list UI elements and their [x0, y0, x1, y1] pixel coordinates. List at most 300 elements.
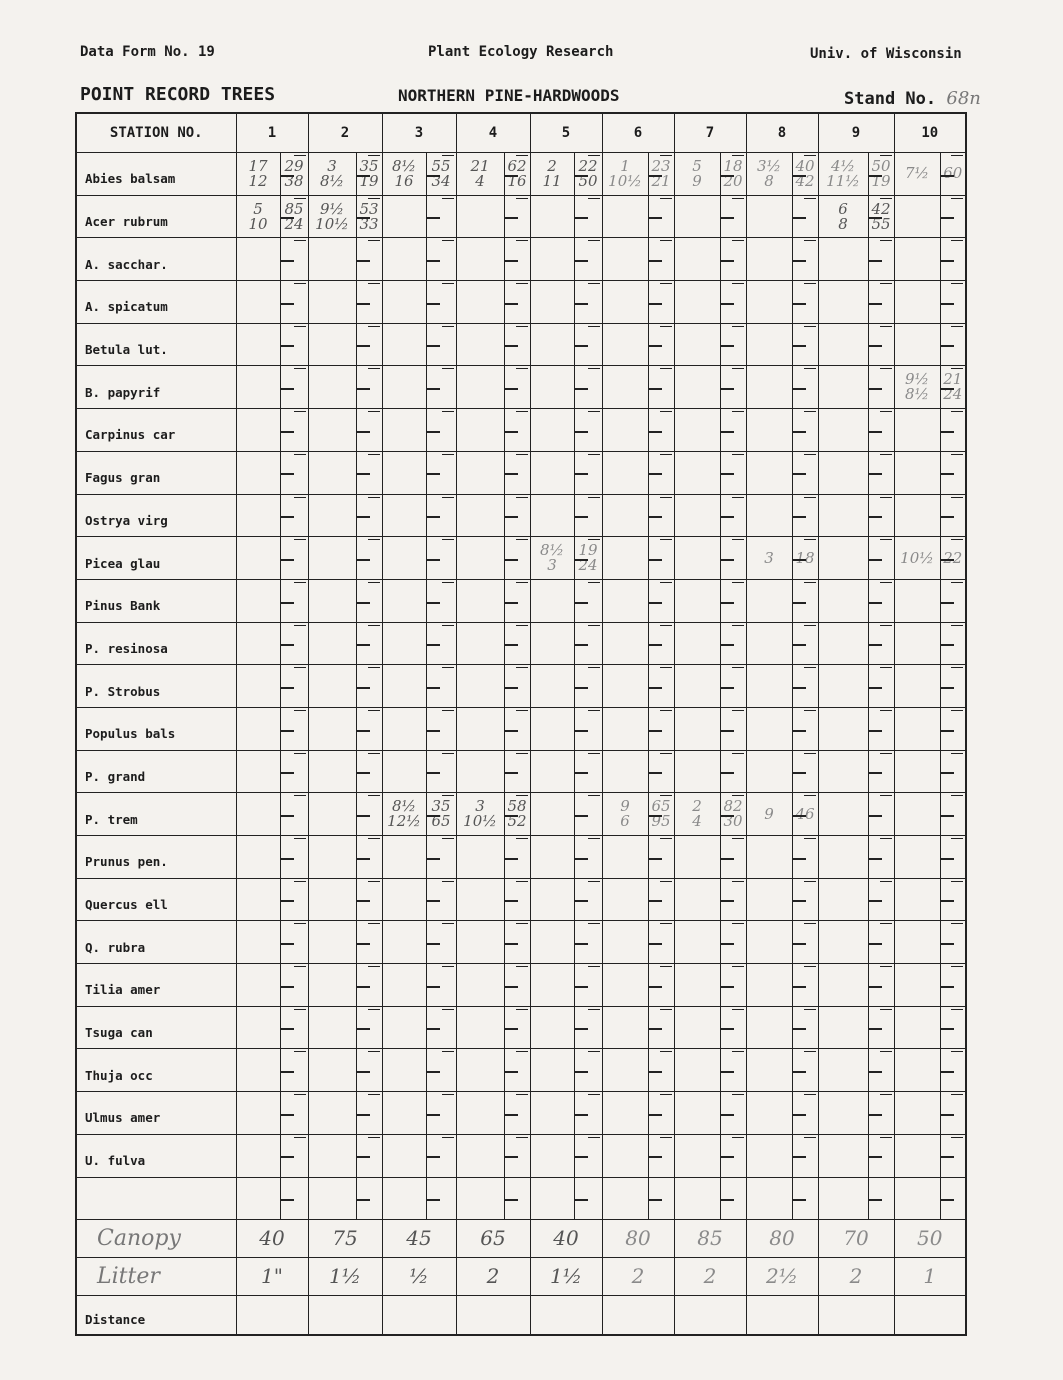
distance-cell[interactable] [940, 878, 966, 921]
distance-cell[interactable] [574, 195, 602, 238]
diameter-cell[interactable] [602, 153, 648, 196]
diameter-cell[interactable] [530, 153, 574, 196]
diameter-cell[interactable] [746, 921, 792, 964]
distance-cell[interactable] [868, 409, 894, 452]
diameter-cell[interactable] [746, 323, 792, 366]
diameter-cell[interactable] [818, 195, 868, 238]
distance-cell[interactable] [356, 707, 382, 750]
diameter-cell[interactable] [602, 238, 648, 281]
diameter-cell[interactable] [674, 1134, 720, 1177]
diameter-cell[interactable] [308, 195, 356, 238]
diameter-cell[interactable] [308, 878, 356, 921]
distance-entry[interactable] [818, 1295, 894, 1335]
diameter-cell[interactable] [818, 153, 868, 196]
distance-cell[interactable] [720, 1049, 746, 1092]
blank-cell[interactable] [308, 1177, 356, 1219]
diameter-cell[interactable] [894, 793, 940, 836]
distance-cell[interactable] [792, 665, 818, 708]
diameter-cell[interactable] [602, 494, 648, 537]
distance-cell[interactable] [280, 451, 308, 494]
distance-cell[interactable] [280, 1006, 308, 1049]
diameter-cell[interactable] [674, 451, 720, 494]
distance-cell[interactable] [868, 195, 894, 238]
distance-cell[interactable] [720, 238, 746, 281]
distance-cell[interactable] [356, 1134, 382, 1177]
distance-cell[interactable] [868, 707, 894, 750]
diameter-cell[interactable] [602, 579, 648, 622]
distance-cell[interactable] [280, 878, 308, 921]
distance-cell[interactable] [574, 793, 602, 836]
distance-cell[interactable] [426, 793, 456, 836]
distance-cell[interactable] [648, 323, 674, 366]
distance-cell[interactable] [356, 1006, 382, 1049]
distance-cell[interactable] [720, 750, 746, 793]
diameter-cell[interactable] [382, 366, 426, 409]
diameter-cell[interactable] [674, 579, 720, 622]
distance-cell[interactable] [648, 750, 674, 793]
distance-cell[interactable] [426, 153, 456, 196]
diameter-cell[interactable] [746, 195, 792, 238]
diameter-cell[interactable] [818, 836, 868, 879]
canopy-row-value[interactable] [674, 1219, 746, 1257]
distance-cell[interactable] [868, 793, 894, 836]
diameter-cell[interactable] [602, 1134, 648, 1177]
distance-cell[interactable] [574, 537, 602, 580]
diameter-cell[interactable] [602, 451, 648, 494]
distance-entry[interactable] [894, 1295, 966, 1335]
diameter-cell[interactable] [674, 195, 720, 238]
diameter-cell[interactable] [456, 665, 504, 708]
diameter-cell[interactable] [308, 238, 356, 281]
diameter-cell[interactable] [674, 366, 720, 409]
diameter-cell[interactable] [818, 451, 868, 494]
diameter-cell[interactable] [818, 1092, 868, 1135]
distance-cell[interactable] [648, 1006, 674, 1049]
distance-cell[interactable] [356, 964, 382, 1007]
distance-cell[interactable] [356, 878, 382, 921]
distance-cell[interactable] [648, 281, 674, 324]
distance-entry[interactable] [236, 1295, 308, 1335]
distance-cell[interactable] [648, 964, 674, 1007]
distance-cell[interactable] [574, 750, 602, 793]
distance-cell[interactable] [648, 537, 674, 580]
diameter-cell[interactable] [308, 921, 356, 964]
diameter-cell[interactable] [746, 878, 792, 921]
diameter-cell[interactable] [746, 409, 792, 452]
blank-cell[interactable] [236, 1177, 280, 1219]
diameter-cell[interactable] [236, 964, 280, 1007]
distance-cell[interactable] [426, 878, 456, 921]
diameter-cell[interactable] [746, 836, 792, 879]
diameter-cell[interactable] [894, 409, 940, 452]
distance-cell[interactable] [504, 1134, 530, 1177]
diameter-cell[interactable] [382, 707, 426, 750]
distance-cell[interactable] [868, 1049, 894, 1092]
diameter-cell[interactable] [894, 964, 940, 1007]
canopy-row-value[interactable] [236, 1219, 308, 1257]
distance-cell[interactable] [426, 366, 456, 409]
distance-cell[interactable] [648, 622, 674, 665]
distance-cell[interactable] [720, 195, 746, 238]
diameter-cell[interactable] [382, 494, 426, 537]
diameter-cell[interactable] [308, 622, 356, 665]
diameter-cell[interactable] [236, 836, 280, 879]
diameter-cell[interactable] [818, 494, 868, 537]
distance-cell[interactable] [574, 836, 602, 879]
diameter-cell[interactable] [674, 750, 720, 793]
diameter-cell[interactable] [894, 366, 940, 409]
distance-cell[interactable] [574, 921, 602, 964]
diameter-cell[interactable] [746, 153, 792, 196]
distance-cell[interactable] [648, 793, 674, 836]
diameter-cell[interactable] [236, 323, 280, 366]
diameter-cell[interactable] [746, 793, 792, 836]
diameter-cell[interactable] [308, 1006, 356, 1049]
diameter-cell[interactable] [818, 964, 868, 1007]
blank-cell[interactable] [868, 1177, 894, 1219]
distance-cell[interactable] [356, 622, 382, 665]
distance-cell[interactable] [792, 238, 818, 281]
distance-cell[interactable] [426, 665, 456, 708]
diameter-cell[interactable] [746, 281, 792, 324]
distance-cell[interactable] [720, 665, 746, 708]
distance-cell[interactable] [868, 323, 894, 366]
distance-cell[interactable] [720, 1134, 746, 1177]
distance-cell[interactable] [940, 281, 966, 324]
diameter-cell[interactable] [382, 793, 426, 836]
distance-cell[interactable] [356, 579, 382, 622]
distance-cell[interactable] [574, 1006, 602, 1049]
distance-cell[interactable] [504, 238, 530, 281]
distance-cell[interactable] [868, 750, 894, 793]
distance-cell[interactable] [868, 878, 894, 921]
distance-cell[interactable] [574, 238, 602, 281]
diameter-cell[interactable] [602, 622, 648, 665]
distance-cell[interactable] [280, 238, 308, 281]
blank-cell[interactable] [792, 1177, 818, 1219]
distance-cell[interactable] [940, 964, 966, 1007]
blank-cell[interactable] [602, 1177, 648, 1219]
distance-cell[interactable] [574, 665, 602, 708]
diameter-cell[interactable] [818, 281, 868, 324]
distance-cell[interactable] [720, 964, 746, 1007]
distance-cell[interactable] [280, 665, 308, 708]
distance-cell[interactable] [648, 707, 674, 750]
diameter-cell[interactable] [456, 323, 504, 366]
distance-cell[interactable] [868, 836, 894, 879]
diameter-cell[interactable] [674, 921, 720, 964]
distance-cell[interactable] [720, 622, 746, 665]
diameter-cell[interactable] [382, 1049, 426, 1092]
distance-cell[interactable] [720, 921, 746, 964]
distance-cell[interactable] [940, 1092, 966, 1135]
distance-cell[interactable] [940, 921, 966, 964]
distance-cell[interactable] [574, 281, 602, 324]
distance-cell[interactable] [504, 1049, 530, 1092]
distance-cell[interactable] [280, 793, 308, 836]
distance-cell[interactable] [868, 1006, 894, 1049]
diameter-cell[interactable] [308, 451, 356, 494]
diameter-cell[interactable] [746, 579, 792, 622]
distance-cell[interactable] [868, 451, 894, 494]
diameter-cell[interactable] [674, 622, 720, 665]
diameter-cell[interactable] [674, 323, 720, 366]
distance-cell[interactable] [792, 281, 818, 324]
diameter-cell[interactable] [456, 750, 504, 793]
blank-cell[interactable] [894, 1177, 940, 1219]
diameter-cell[interactable] [894, 836, 940, 879]
distance-cell[interactable] [940, 451, 966, 494]
diameter-cell[interactable] [236, 1006, 280, 1049]
diameter-cell[interactable] [746, 964, 792, 1007]
distance-cell[interactable] [504, 409, 530, 452]
diameter-cell[interactable] [382, 750, 426, 793]
distance-cell[interactable] [940, 537, 966, 580]
diameter-cell[interactable] [308, 494, 356, 537]
diameter-cell[interactable] [602, 323, 648, 366]
distance-cell[interactable] [792, 1049, 818, 1092]
distance-cell[interactable] [504, 750, 530, 793]
diameter-cell[interactable] [456, 238, 504, 281]
diameter-cell[interactable] [530, 1092, 574, 1135]
distance-cell[interactable] [280, 921, 308, 964]
distance-cell[interactable] [868, 921, 894, 964]
distance-cell[interactable] [504, 451, 530, 494]
distance-cell[interactable] [792, 451, 818, 494]
distance-cell[interactable] [426, 323, 456, 366]
diameter-cell[interactable] [236, 195, 280, 238]
diameter-cell[interactable] [602, 409, 648, 452]
distance-cell[interactable] [648, 494, 674, 537]
distance-cell[interactable] [426, 1049, 456, 1092]
diameter-cell[interactable] [602, 1006, 648, 1049]
distance-cell[interactable] [504, 281, 530, 324]
distance-cell[interactable] [280, 1092, 308, 1135]
diameter-cell[interactable] [456, 1092, 504, 1135]
diameter-cell[interactable] [746, 1092, 792, 1135]
diameter-cell[interactable] [308, 409, 356, 452]
distance-cell[interactable] [356, 323, 382, 366]
diameter-cell[interactable] [674, 707, 720, 750]
litter-row-value[interactable] [382, 1257, 456, 1295]
diameter-cell[interactable] [456, 537, 504, 580]
distance-entry[interactable] [530, 1295, 602, 1335]
distance-cell[interactable] [356, 238, 382, 281]
distance-cell[interactable] [940, 1049, 966, 1092]
distance-cell[interactable] [720, 366, 746, 409]
distance-cell[interactable] [648, 1049, 674, 1092]
diameter-cell[interactable] [382, 665, 426, 708]
distance-cell[interactable] [792, 878, 818, 921]
distance-cell[interactable] [426, 494, 456, 537]
diameter-cell[interactable] [602, 537, 648, 580]
distance-cell[interactable] [280, 964, 308, 1007]
distance-cell[interactable] [280, 195, 308, 238]
diameter-cell[interactable] [530, 195, 574, 238]
diameter-cell[interactable] [456, 1049, 504, 1092]
diameter-cell[interactable] [674, 238, 720, 281]
distance-entry[interactable] [308, 1295, 382, 1335]
diameter-cell[interactable] [674, 409, 720, 452]
distance-cell[interactable] [356, 537, 382, 580]
distance-cell[interactable] [504, 622, 530, 665]
distance-cell[interactable] [280, 1134, 308, 1177]
diameter-cell[interactable] [818, 921, 868, 964]
diameter-cell[interactable] [530, 366, 574, 409]
diameter-cell[interactable] [818, 1049, 868, 1092]
diameter-cell[interactable] [308, 366, 356, 409]
diameter-cell[interactable] [746, 750, 792, 793]
distance-cell[interactable] [648, 921, 674, 964]
diameter-cell[interactable] [818, 1134, 868, 1177]
diameter-cell[interactable] [382, 153, 426, 196]
distance-cell[interactable] [574, 409, 602, 452]
diameter-cell[interactable] [530, 494, 574, 537]
blank-cell[interactable] [382, 1177, 426, 1219]
diameter-cell[interactable] [602, 281, 648, 324]
litter-row-value[interactable] [236, 1257, 308, 1295]
diameter-cell[interactable] [236, 622, 280, 665]
diameter-cell[interactable] [382, 238, 426, 281]
diameter-cell[interactable] [894, 238, 940, 281]
distance-cell[interactable] [868, 964, 894, 1007]
diameter-cell[interactable] [818, 366, 868, 409]
diameter-cell[interactable] [530, 707, 574, 750]
distance-cell[interactable] [504, 793, 530, 836]
distance-cell[interactable] [356, 921, 382, 964]
diameter-cell[interactable] [746, 707, 792, 750]
canopy-row-value[interactable] [746, 1219, 818, 1257]
distance-cell[interactable] [356, 195, 382, 238]
distance-cell[interactable] [356, 665, 382, 708]
diameter-cell[interactable] [308, 964, 356, 1007]
diameter-cell[interactable] [894, 1134, 940, 1177]
diameter-cell[interactable] [746, 1006, 792, 1049]
distance-cell[interactable] [504, 195, 530, 238]
distance-cell[interactable] [280, 494, 308, 537]
distance-entry[interactable] [746, 1295, 818, 1335]
distance-cell[interactable] [504, 153, 530, 196]
blank-cell[interactable] [574, 1177, 602, 1219]
distance-cell[interactable] [648, 878, 674, 921]
diameter-cell[interactable] [530, 622, 574, 665]
diameter-cell[interactable] [746, 665, 792, 708]
diameter-cell[interactable] [894, 707, 940, 750]
distance-cell[interactable] [280, 836, 308, 879]
diameter-cell[interactable] [674, 153, 720, 196]
diameter-cell[interactable] [382, 964, 426, 1007]
distance-cell[interactable] [574, 1049, 602, 1092]
diameter-cell[interactable] [894, 323, 940, 366]
distance-cell[interactable] [792, 1006, 818, 1049]
distance-cell[interactable] [426, 281, 456, 324]
diameter-cell[interactable] [456, 836, 504, 879]
diameter-cell[interactable] [818, 622, 868, 665]
distance-cell[interactable] [280, 409, 308, 452]
diameter-cell[interactable] [602, 366, 648, 409]
blank-cell[interactable] [818, 1177, 868, 1219]
diameter-cell[interactable] [818, 878, 868, 921]
distance-cell[interactable] [720, 878, 746, 921]
distance-cell[interactable] [868, 494, 894, 537]
litter-row-value[interactable] [818, 1257, 894, 1295]
distance-cell[interactable] [280, 1049, 308, 1092]
distance-cell[interactable] [504, 1092, 530, 1135]
distance-cell[interactable] [648, 665, 674, 708]
distance-cell[interactable] [426, 238, 456, 281]
diameter-cell[interactable] [308, 153, 356, 196]
diameter-cell[interactable] [894, 1049, 940, 1092]
distance-cell[interactable] [940, 195, 966, 238]
diameter-cell[interactable] [308, 793, 356, 836]
diameter-cell[interactable] [236, 281, 280, 324]
diameter-cell[interactable] [382, 451, 426, 494]
diameter-cell[interactable] [456, 494, 504, 537]
diameter-cell[interactable] [746, 494, 792, 537]
distance-cell[interactable] [356, 836, 382, 879]
distance-cell[interactable] [940, 622, 966, 665]
diameter-cell[interactable] [308, 579, 356, 622]
diameter-cell[interactable] [746, 537, 792, 580]
diameter-cell[interactable] [236, 707, 280, 750]
distance-cell[interactable] [720, 836, 746, 879]
distance-entry[interactable] [456, 1295, 530, 1335]
distance-cell[interactable] [792, 153, 818, 196]
diameter-cell[interactable] [530, 579, 574, 622]
diameter-cell[interactable] [602, 750, 648, 793]
distance-cell[interactable] [792, 622, 818, 665]
diameter-cell[interactable] [674, 1049, 720, 1092]
diameter-cell[interactable] [818, 793, 868, 836]
distance-cell[interactable] [356, 793, 382, 836]
diameter-cell[interactable] [382, 195, 426, 238]
distance-cell[interactable] [574, 878, 602, 921]
diameter-cell[interactable] [894, 281, 940, 324]
distance-cell[interactable] [504, 579, 530, 622]
distance-cell[interactable] [940, 793, 966, 836]
diameter-cell[interactable] [894, 878, 940, 921]
diameter-cell[interactable] [236, 238, 280, 281]
diameter-cell[interactable] [530, 750, 574, 793]
diameter-cell[interactable] [818, 238, 868, 281]
distance-cell[interactable] [504, 878, 530, 921]
distance-cell[interactable] [940, 836, 966, 879]
diameter-cell[interactable] [236, 878, 280, 921]
diameter-cell[interactable] [818, 665, 868, 708]
diameter-cell[interactable] [382, 1092, 426, 1135]
diameter-cell[interactable] [602, 707, 648, 750]
diameter-cell[interactable] [818, 1006, 868, 1049]
distance-cell[interactable] [868, 281, 894, 324]
distance-cell[interactable] [868, 1134, 894, 1177]
distance-cell[interactable] [720, 537, 746, 580]
distance-cell[interactable] [504, 665, 530, 708]
diameter-cell[interactable] [818, 579, 868, 622]
diameter-cell[interactable] [382, 1134, 426, 1177]
diameter-cell[interactable] [236, 1134, 280, 1177]
blank-cell[interactable] [456, 1177, 504, 1219]
distance-cell[interactable] [940, 1134, 966, 1177]
diameter-cell[interactable] [456, 451, 504, 494]
distance-cell[interactable] [940, 366, 966, 409]
distance-cell[interactable] [356, 451, 382, 494]
distance-cell[interactable] [792, 836, 818, 879]
diameter-cell[interactable] [456, 878, 504, 921]
distance-cell[interactable] [940, 409, 966, 452]
diameter-cell[interactable] [456, 1006, 504, 1049]
diameter-cell[interactable] [382, 537, 426, 580]
distance-cell[interactable] [940, 323, 966, 366]
